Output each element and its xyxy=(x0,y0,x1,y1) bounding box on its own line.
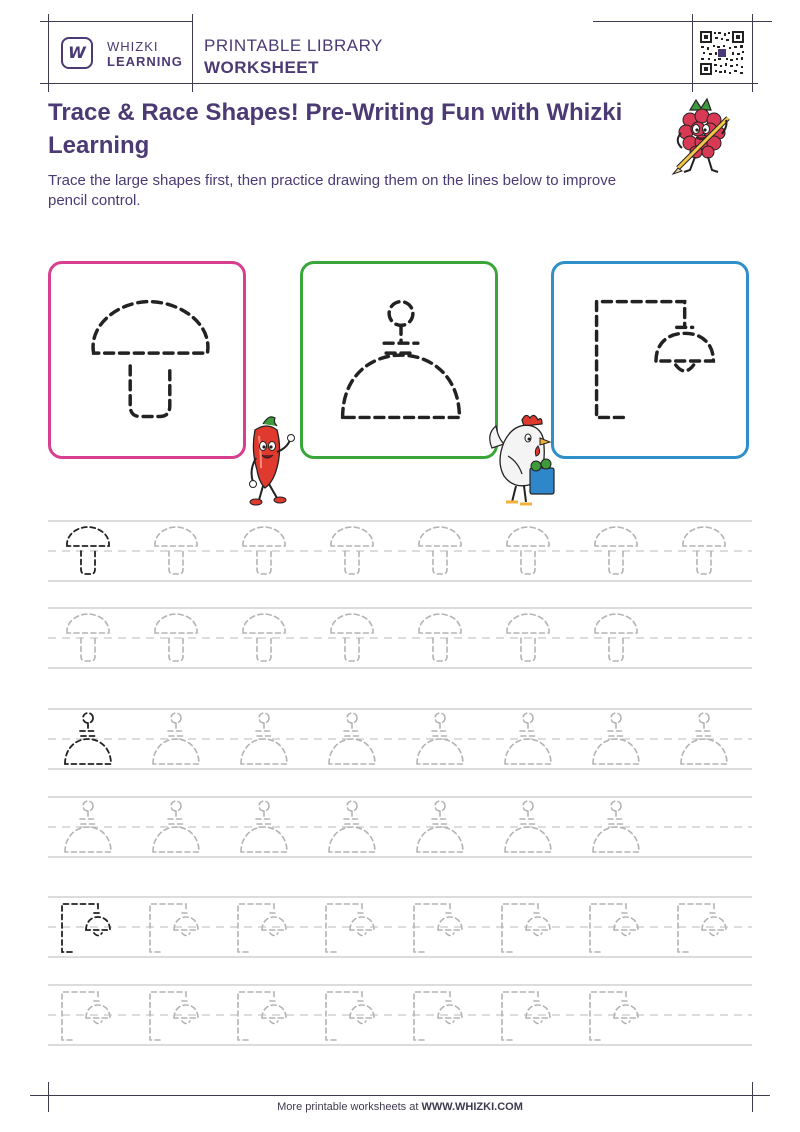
hanging-bell-trace-example xyxy=(62,904,110,952)
shape-card-mushroom xyxy=(48,261,246,459)
practice-row-guides xyxy=(48,984,752,1046)
practice-row-guides xyxy=(48,896,752,958)
hanging-bell-trace-guide xyxy=(150,904,198,952)
practice-row-guides xyxy=(48,520,752,582)
brand-name: WHIZKI xyxy=(107,39,159,54)
practice-row-guides xyxy=(48,607,752,669)
hanging-bell-trace-shape xyxy=(554,264,752,462)
cloche-trace-shape xyxy=(303,264,501,462)
practice-row-mushroom-1 xyxy=(48,520,752,582)
mushroom-trace-example xyxy=(67,527,109,574)
library-title: PRINTABLE LIBRARY xyxy=(204,36,383,55)
mushroom-trace-guide xyxy=(67,614,109,661)
hanging-bell-trace-guide xyxy=(502,904,550,952)
practice-row-hanging-bell-2 xyxy=(48,984,752,1046)
footer-website-link[interactable]: WWW.WHIZKI.COM xyxy=(421,1101,523,1113)
hanging-bell-trace-guide xyxy=(150,992,198,1040)
logo-letter: W xyxy=(68,43,86,62)
hanging-bell-trace-guide xyxy=(590,992,638,1040)
practice-row-mushroom-2 xyxy=(48,607,752,669)
footer-text: More printable worksheets at xyxy=(277,1101,419,1113)
worksheet-header xyxy=(0,0,800,92)
shape-card-cloche xyxy=(300,261,498,459)
hanging-bell-trace-guide xyxy=(414,904,462,952)
mushroom-trace-shape xyxy=(51,264,249,462)
hanging-bell-trace-guide xyxy=(326,992,374,1040)
mushroom-trace-guide xyxy=(683,527,725,574)
hanging-bell-trace-guide xyxy=(590,904,638,952)
hanging-bell-trace-guide xyxy=(414,992,462,1040)
hanging-bell-trace-guide xyxy=(326,904,374,952)
practice-row-guides xyxy=(48,708,752,770)
hanging-bell-trace-guide xyxy=(238,992,286,1040)
hanging-bell-trace-guide xyxy=(502,992,550,1040)
mushroom-trace-guide xyxy=(331,614,373,661)
library-subtitle: WORKSHEET xyxy=(204,58,319,77)
mushroom-trace-guide xyxy=(331,527,373,574)
brand-name-second-line: LEARNING xyxy=(107,54,183,69)
worksheet-title: Trace & Race Shapes! Pre-Writing Fun with Whizki Learning xyxy=(48,99,623,159)
hanging-bell-trace-guide xyxy=(678,904,726,952)
practice-row-hanging-bell-1 xyxy=(48,896,752,958)
footer xyxy=(0,1101,800,1113)
chili-pepper-mascot-icon xyxy=(243,412,305,508)
qr-code-icon[interactable] xyxy=(699,30,745,76)
hanging-bell-trace-guide xyxy=(238,904,286,952)
practice-row-cloche-1 xyxy=(48,708,752,770)
practice-row-cloche-2 xyxy=(48,796,752,858)
hanging-bell-trace-guide xyxy=(62,992,110,1040)
whizki-logo-icon[interactable] xyxy=(61,37,93,69)
shape-card-hanging-bell xyxy=(551,261,749,459)
worksheet-instructions: Trace the large shapes first, then practice drawing them on the lines below to improve pencil control. xyxy=(48,172,617,209)
practice-row-guides xyxy=(48,796,752,858)
raspberry-mascot-icon xyxy=(668,96,734,178)
rooster-mascot-icon xyxy=(484,412,568,508)
